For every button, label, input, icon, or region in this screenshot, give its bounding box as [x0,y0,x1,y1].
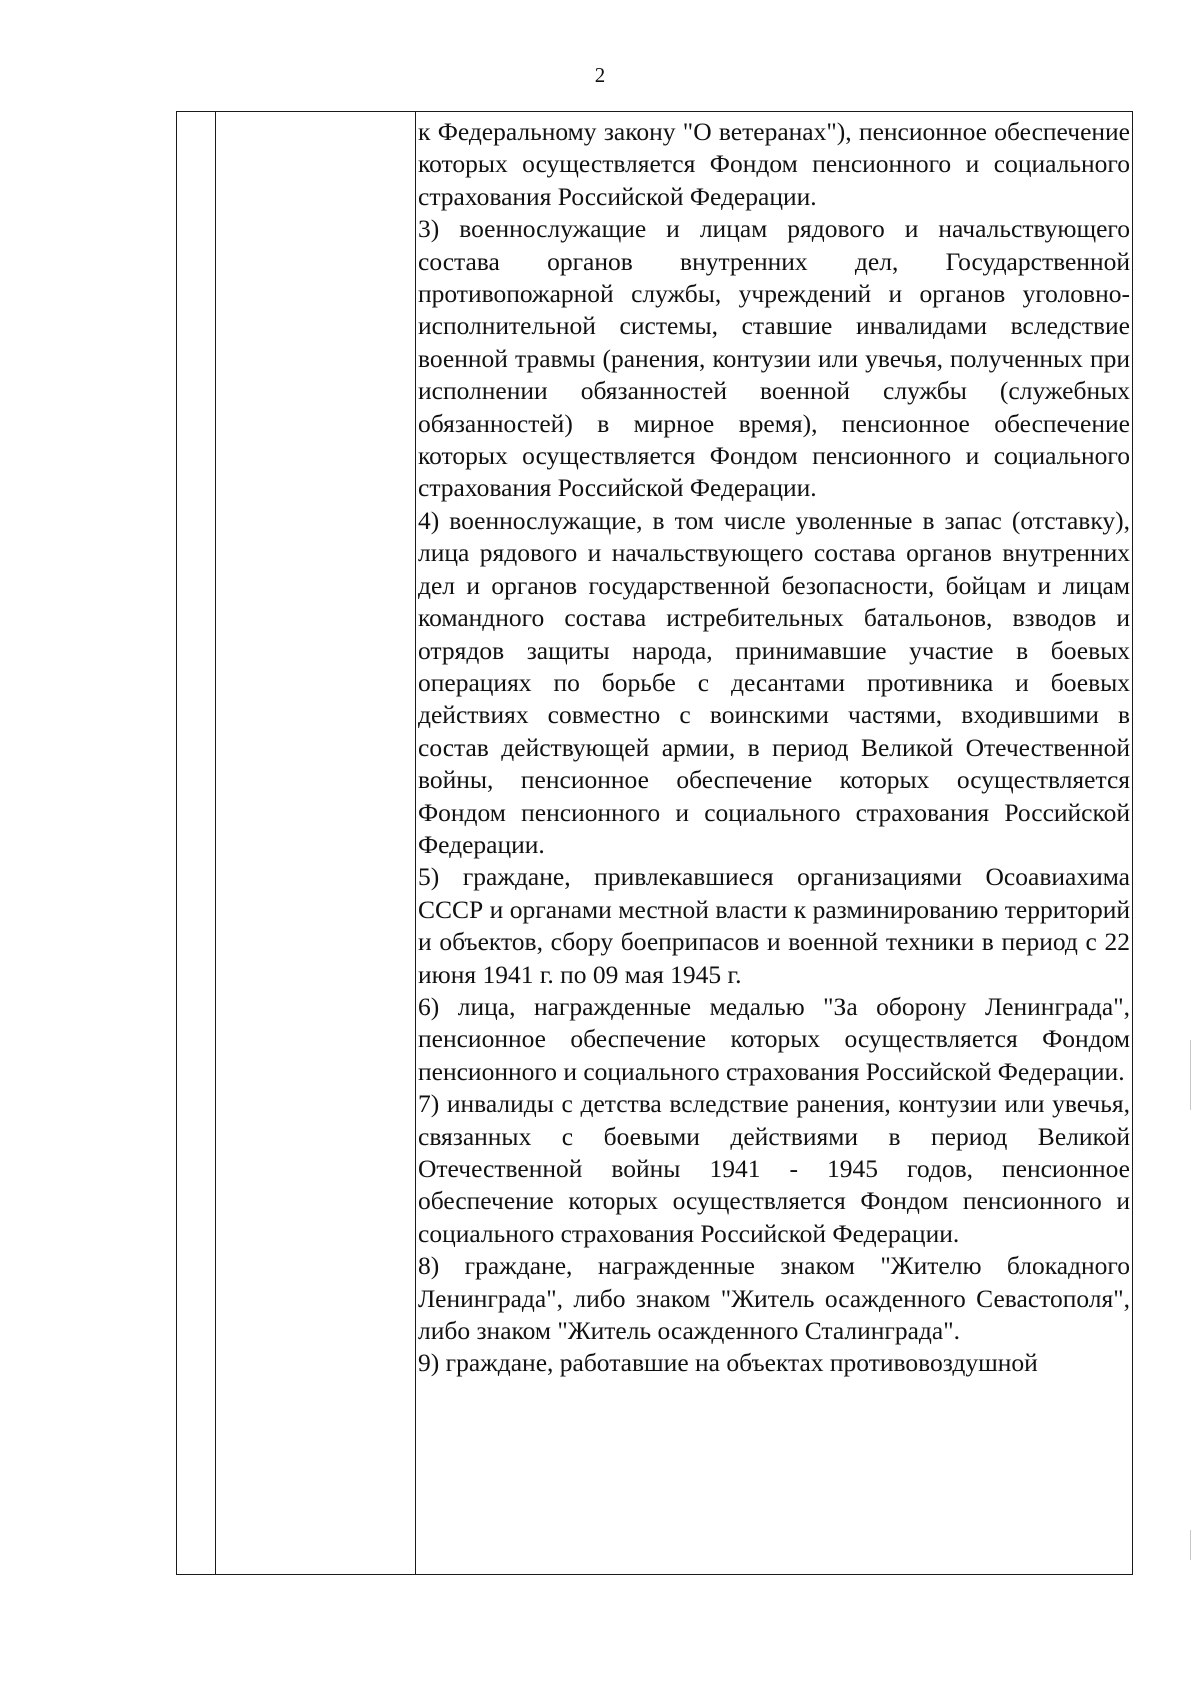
paragraph-item-4: 4) военнослужащие, в том числе уволенные в запас (отставку), лица рядового и начальствующего состава органов внутренних дел и органов государственной безопасности, бойцам и лицам командного состава истребительных батальонов, взводов и отрядов защиты народа, принимавшие участие в боевых операциях по борьбе с десантами противника и боевых действиях совместно с воинскими частями, входившими в состав действующей армии, в период Великой Отечественной войны, пенсионное обеспечение которых осуществляется Фондом пенсионного и социального страхования Российской Федерации. [418,505,1130,859]
paragraph-item-5: 5) граждане, привлекавшиеся организациями Осоавиахима СССР и органами местной власти к разминированию территорий и объектов, сбору боеприпасов и военной техники в период с 22 июня 1941 г. по 09 мая 1945 г. [418,862,1130,989]
paragraph-item-3: 3) военнослужащие и лицам рядового и начальствующего состава органов внутренних дел, Государственной противопожарной службы, учреждений и органов уголовно-исполнительной системы, ставшие инвалидами вследствие военной травмы (ранения, контузии или увечья, полученных при исполнении обязанностей военной службы (служебных обязанностей) в мирное время), пенсионное обеспечение которых осуществляется Фондом пенсионного и социального страхования Российской Федерации. [418,214,1130,503]
paragraph-item-6: 6) лица, награжденные медалью "За оборону Ленинграда", пенсионное обеспечение которых осуществляется Фондом пенсионного и социального страхования Российской Федерации. [418,991,1130,1086]
paragraph-item-7: 7) инвалиды с детства вследствие ранения, контузии или увечья, связанных с боевыми действиями в период Великой Отечественной войны 1941 - 1945 годов, пенсионное обеспечение которых осуществляется Фондом пенсионного и социального страхования Российской Федерации. [418,1089,1130,1248]
table-cell-name [216,112,416,1575]
document-table [176,111,1133,1575]
paragraph-item-9: 9) граждане, работавшие на объектах противовоздушной [418,1348,1038,1378]
table-cell-description [416,112,1133,1575]
page-number: 2 [594,63,606,87]
table-cell-number [177,112,216,1575]
paragraph-item-8: 8) граждане, награжденные знаком "Жителю блокадного Ленинграда", либо знаком "Житель осажденного Севастополя", либо знаком "Житель осажденного Сталинграда". [418,1251,1130,1346]
paragraph-continuation: к Федеральному закону "О ветеранах"), пенсионное обеспечение которых осуществляется Фондом пенсионного и социального страхования Российской Федерации. [418,117,1130,211]
scan-edge-mark [1190,1040,1191,1110]
scan-edge-mark [1190,1530,1191,1560]
table-row [177,112,1133,1575]
description-text [416,112,1132,1380]
